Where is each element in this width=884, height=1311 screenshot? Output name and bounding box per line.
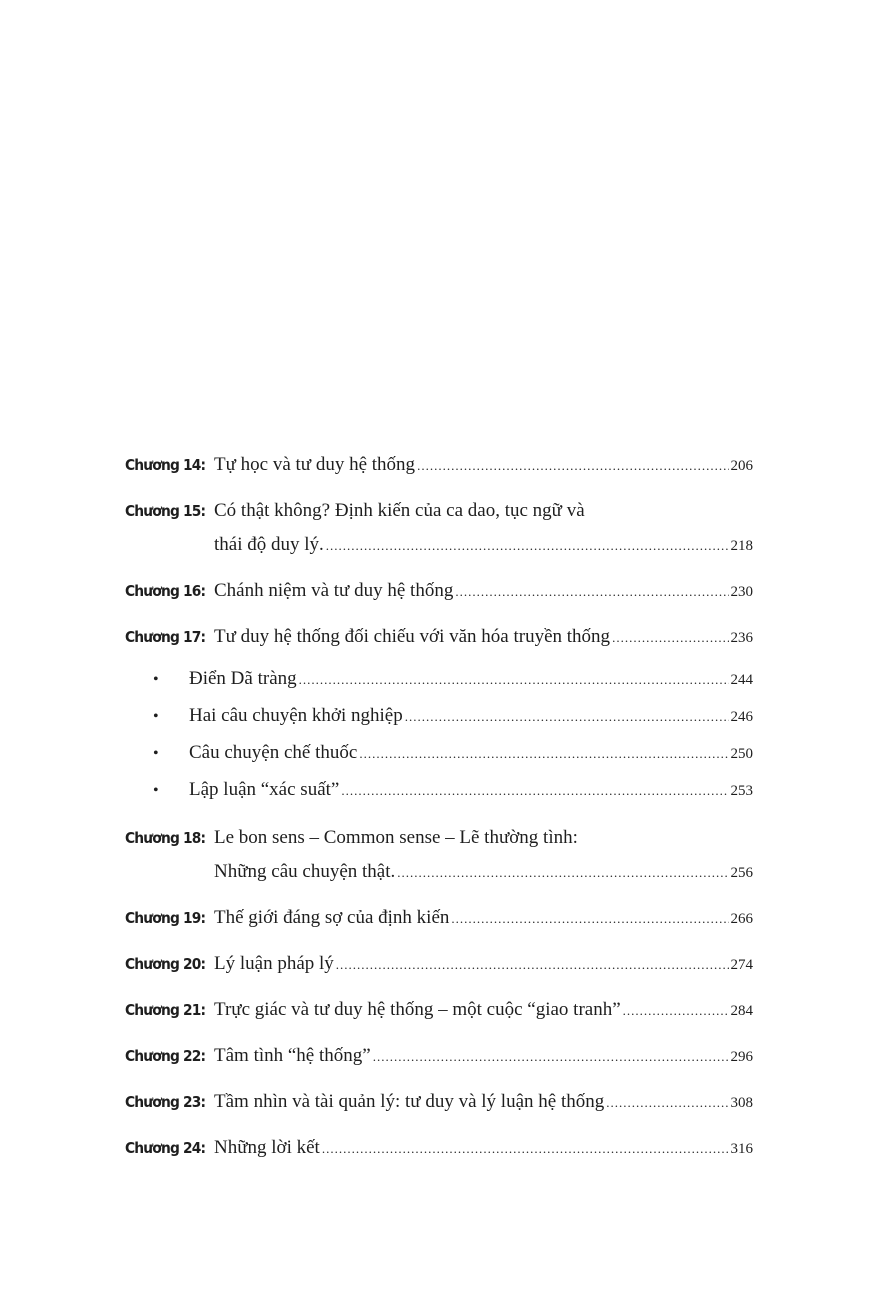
page-number: 244 [730, 672, 753, 688]
chapter-label: Chương 22: [125, 1047, 206, 1065]
toc-entry-chapter-16 [125, 574, 753, 609]
chapter-title: Tầm nhìn và tài quản lý: tư duy và lý luận hệ thống [214, 1091, 605, 1112]
bullet-icon: • [153, 745, 159, 762]
toc-entry-chapter-18 [125, 821, 753, 890]
page-number: 246 [730, 709, 753, 725]
dot-leader [405, 699, 729, 735]
dot-leader [322, 1132, 729, 1166]
dot-leader [455, 575, 728, 609]
page-number: 253 [730, 783, 753, 799]
chapter-title: Le bon sens – Common sense – Lẽ thường tình: [214, 827, 578, 848]
chapter-title-continued: Những câu chuyện thật. [214, 861, 396, 882]
chapter-title: Lý luận pháp lý [214, 953, 334, 974]
page-number: 274 [730, 957, 753, 973]
chapter-label: Chương 17: [125, 628, 206, 646]
chapter-label: Chương 18: [125, 829, 206, 847]
chapter-label: Chương 24: [125, 1139, 206, 1157]
toc-entry-chapter-15 [125, 494, 753, 563]
list-item [153, 772, 753, 809]
chapter-title: Tự học và tư duy hệ thống [214, 454, 416, 475]
dot-leader [299, 662, 729, 698]
dot-leader [359, 736, 728, 772]
dot-leader [373, 1040, 729, 1074]
dot-leader [336, 948, 729, 982]
list-item [153, 661, 753, 698]
chapter-title: Những lời kết [214, 1137, 320, 1158]
chapter-label: Chương 15: [125, 502, 206, 520]
list-item [153, 698, 753, 735]
page-number: 256 [730, 865, 753, 881]
sub-item-list [125, 655, 753, 821]
toc-entry-chapter-17 [125, 620, 753, 655]
toc-entry-chapter-24 [125, 1131, 753, 1166]
chapter-title: Thế giới đáng sợ của định kiến [214, 907, 450, 928]
dot-leader [341, 773, 728, 809]
page-number: 296 [730, 1049, 753, 1065]
page-number: 250 [730, 746, 753, 762]
dot-leader [397, 856, 728, 890]
toc-entry-chapter-21 [125, 993, 753, 1028]
page-number: 230 [730, 584, 753, 600]
toc-entry-chapter-22 [125, 1039, 753, 1074]
chapter-title: Trực giác và tư duy hệ thống – một cuộc “giao tranh” [214, 999, 621, 1020]
chapter-label: Chương 16: [125, 582, 206, 600]
table-of-contents [125, 448, 753, 1166]
chapter-label: Chương 14: [125, 456, 206, 474]
toc-entry-chapter-20 [125, 947, 753, 982]
bullet-icon: • [153, 782, 159, 799]
chapter-title: Có thật không? Định kiến của ca dao, tục ngữ và [214, 500, 585, 521]
chapter-title-continued: thái độ duy lý. [214, 534, 324, 555]
page-number: 236 [730, 630, 753, 646]
page-number: 218 [730, 538, 753, 554]
chapter-title: Tâm tình “hệ thống” [214, 1045, 371, 1066]
bullet-icon: • [153, 708, 159, 725]
toc-entry-chapter-14 [125, 448, 753, 483]
chapter-title: Tư duy hệ thống đối chiếu với văn hóa truyền thống [214, 626, 611, 647]
dot-leader [451, 902, 728, 936]
dot-leader [326, 529, 729, 563]
dot-leader [612, 621, 728, 655]
dot-leader [623, 994, 729, 1028]
chapter-label: Chương 21: [125, 1001, 206, 1019]
dot-leader [606, 1086, 728, 1120]
sub-item-title: Điển Dã tràng [189, 668, 297, 689]
sub-item-title: Lập luận “xác suất” [189, 779, 340, 800]
toc-entry-chapter-23 [125, 1085, 753, 1120]
page-number: 284 [730, 1003, 753, 1019]
list-item [153, 735, 753, 772]
chapter-title: Chánh niệm và tư duy hệ thống [214, 580, 454, 601]
page-number: 266 [730, 911, 753, 927]
chapter-label: Chương 23: [125, 1093, 206, 1111]
dot-leader [417, 449, 728, 483]
chapter-label: Chương 20: [125, 955, 206, 973]
page-number: 206 [730, 458, 753, 474]
page-number: 316 [730, 1141, 753, 1157]
sub-item-title: Hai câu chuyện khởi nghiệp [189, 705, 403, 726]
chapter-label: Chương 19: [125, 909, 206, 927]
bullet-icon: • [153, 671, 159, 688]
sub-item-title: Câu chuyện chế thuốc [189, 742, 358, 763]
toc-entry-chapter-19 [125, 901, 753, 936]
page-number: 308 [730, 1095, 753, 1111]
